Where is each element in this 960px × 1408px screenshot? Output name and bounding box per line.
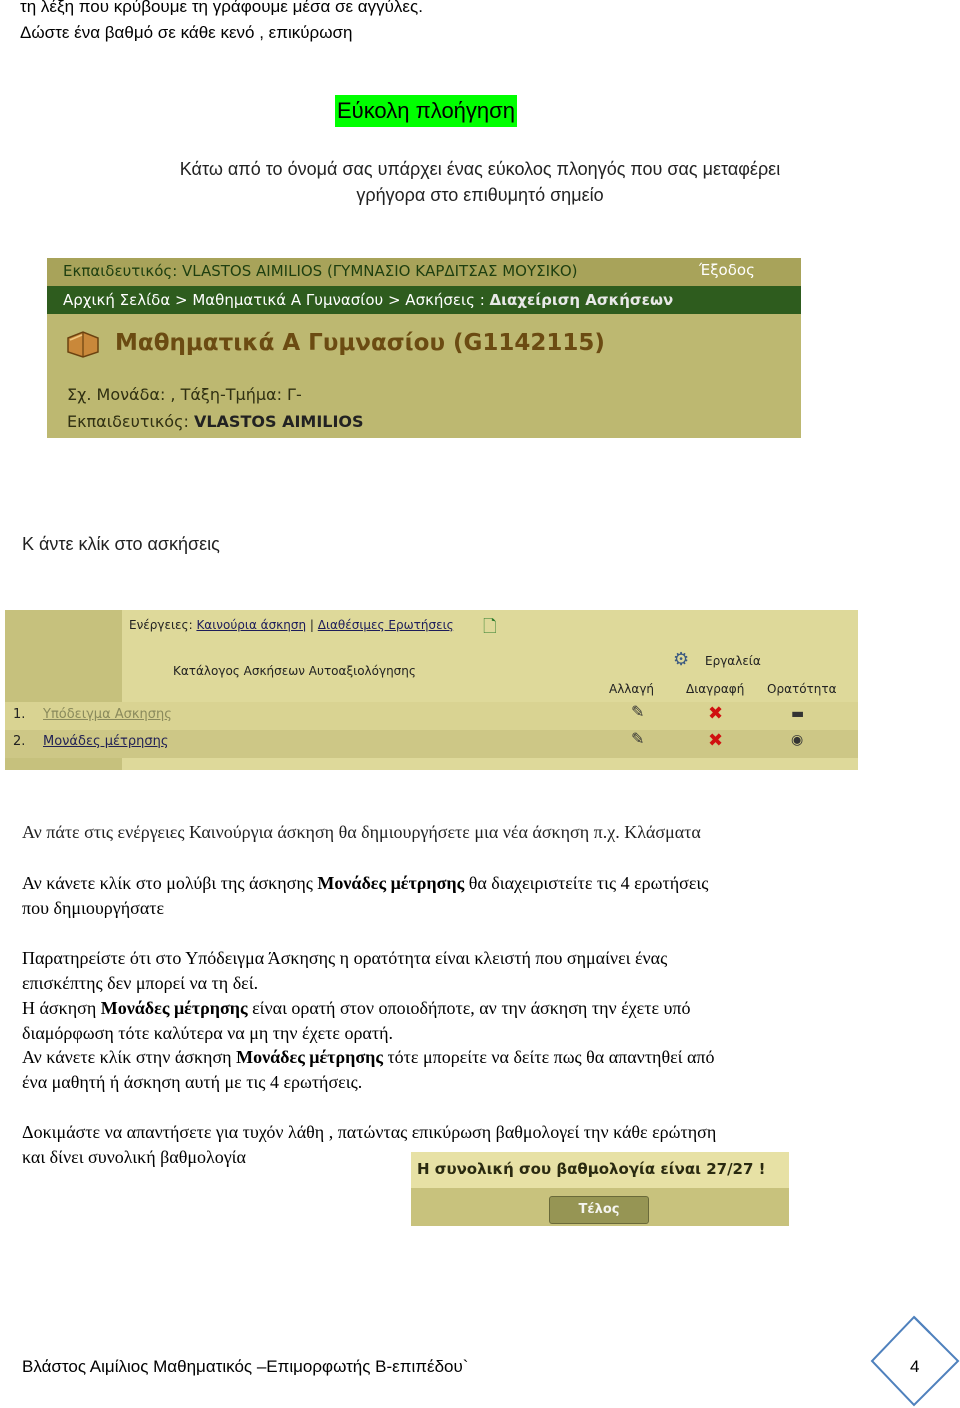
paragraph-new-exercise: Αν πάτε στις ενέργειες Καινούργια άσκηση θα δημιουργήσετε μια νέα άσκηση π.χ. Κλάσματα: [22, 822, 701, 842]
column-visibility: Ορατότητα: [767, 682, 837, 696]
intro-text-line-2: γρήγορα στο επιθυμητό σημείο: [356, 185, 604, 205]
p6-text-b: και δίνει συνολική βαθμολογία: [22, 1147, 246, 1167]
total-score-text: Η συνολική σου βαθμολογία είναι 27/27 !: [417, 1160, 766, 1178]
pencil-icon[interactable]: ✎: [631, 702, 645, 721]
p5-text-d: ένα μαθητή ή άσκηση αυτή με τις 4 ερωτήσεις.: [22, 1072, 363, 1092]
new-exercise-link[interactable]: Καινούρια άσκηση: [196, 618, 307, 632]
course-header-screenshot: [47, 258, 801, 438]
actions-separator: |: [306, 618, 318, 632]
p3-text-a: Παρατηρείστε ότι στο Υπόδειγμα Άσκησης η ορατότητα είναι κλειστή που σημαίνει ένας: [22, 948, 668, 968]
eye-closed-icon[interactable]: ▬: [791, 706, 805, 722]
tools-label: Εργαλεία: [705, 654, 761, 668]
teacher-line: [67, 412, 364, 431]
teacher-bar-text: Εκπαιδευτικός: VLASTOS AIMILIOS (ΓΥΜΝΑΣΙΟ ΚΑΡΔΙΤΣΑΣ ΜΟΥΣΙΚΟ): [63, 262, 578, 280]
column-edit: Αλλαγή: [609, 682, 655, 696]
p4-text-c: είναι ορατή στον οποιοδήποτε, αν την άσκηση την έχετε υπό: [247, 998, 691, 1018]
finish-button[interactable]: Τέλος: [549, 1196, 649, 1224]
section-heading: Εύκολη πλοήγηση: [335, 95, 517, 127]
delete-icon[interactable]: ✖: [708, 703, 724, 724]
breadcrumb-current: Διαχείριση Ασκήσεων: [489, 291, 674, 309]
intro-text-line-1: Κάτω από το όνομά σας υπάρχει ένας εύκολος πλοηγός που σας μεταφέρει: [179, 159, 781, 179]
paragraph-visible-exercise: [22, 996, 691, 1046]
p4-text-a: Η άσκηση: [22, 998, 101, 1018]
gear-icon: ⚙: [673, 649, 690, 670]
pencil-icon[interactable]: ✎: [631, 729, 645, 748]
available-questions-link[interactable]: Διαθέσιμες Ερωτήσεις: [317, 618, 454, 632]
paragraph-preview: [22, 1045, 715, 1095]
click-instruction: Κ άντε κλίκ στο ασκήσεις: [22, 534, 220, 554]
p2-bold: Μονάδες μέτρησης: [317, 873, 465, 893]
teacher-label: Εκπαιδευτικός:: [67, 412, 194, 431]
teacher-name: VLASTOS AIMILIOS: [193, 412, 364, 431]
p2-text-d: που δημιουργήσατε: [22, 898, 165, 918]
footer-author: Βλάστος Αιμίλιος Μαθηματικός –Επιμορφωτής Β-επιπέδου`: [22, 1357, 469, 1376]
delete-icon[interactable]: ✖: [708, 730, 724, 751]
paragraph-visibility: [22, 946, 667, 996]
p5-text-c: τότε μπορείτε να δείτε πως θα απαντηθεί από: [382, 1047, 715, 1067]
row-number: 2.: [13, 734, 26, 749]
add-document-icon[interactable]: 🗋: [483, 617, 497, 637]
paragraph-pencil: [22, 871, 708, 921]
book-icon: [65, 330, 101, 358]
exercise-link-sample[interactable]: Υπόδειγμα Ασκησης: [43, 707, 172, 722]
p3-text-b: επισκέπτης δεν μπορεί να τη δεί.: [22, 973, 259, 993]
p5-text-a: Αν κάνετε κλίκ στην άσκηση: [22, 1047, 237, 1067]
p4-text-d: διαμόρφωση τότε καλύτερα να μη την έχετε ορατή.: [22, 1023, 394, 1043]
actions-label: Ενέργειες:: [129, 618, 197, 632]
exercises-panel-screenshot: [5, 610, 858, 770]
page-number: 4: [910, 1357, 920, 1376]
section-intro: [0, 156, 960, 208]
intro-line-1: τη λέξη που κρύβουμε τη γράφουμε μέσα σε αγγύλες.: [20, 0, 423, 16]
row-number: 1.: [13, 707, 26, 722]
eye-open-icon[interactable]: ◉: [791, 732, 804, 748]
p5-bold: Μονάδες μέτρησης: [236, 1047, 383, 1067]
catalog-title: Κατάλογος Ασκήσεων Αυτοαξιολόγησης: [173, 664, 416, 678]
p6-text-a: Δοκιμάστε να απαντήσετε για τυχόν λάθη , πατώντας επικύρωση βαθμολογεί την κάθε ερώτηση: [22, 1122, 717, 1142]
school-unit-line: Σχ. Μονάδα: , Τάξη-Τμήμα: Γ-: [67, 385, 302, 404]
p2-text-a: Αν κάνετε κλίκ στο μολύβι της άσκησης: [22, 873, 318, 893]
actions-bar: [129, 618, 454, 632]
score-screenshot: [411, 1152, 789, 1226]
exercise-link-units[interactable]: Μονάδες μέτρησης: [43, 734, 169, 749]
breadcrumb-path[interactable]: Αρχική Σελίδα > Μαθηματικά Α Γυμνασίου > Ασκήσεις :: [63, 291, 490, 309]
column-delete: Διαγραφή: [686, 682, 745, 696]
p2-text-c: θα διαχειριστείτε τις 4 ερωτήσεις: [464, 873, 709, 893]
breadcrumb[interactable]: [63, 291, 673, 309]
intro-line-2: Δώστε ένα βαθμό σε κάθε κενό , επικύρωση: [20, 23, 353, 42]
p4-bold: Μονάδες μέτρησης: [100, 998, 248, 1018]
exit-link[interactable]: Έξοδος: [699, 261, 755, 279]
course-title: Μαθηματικά Α Γυμνασίου (G1142115): [115, 330, 605, 356]
